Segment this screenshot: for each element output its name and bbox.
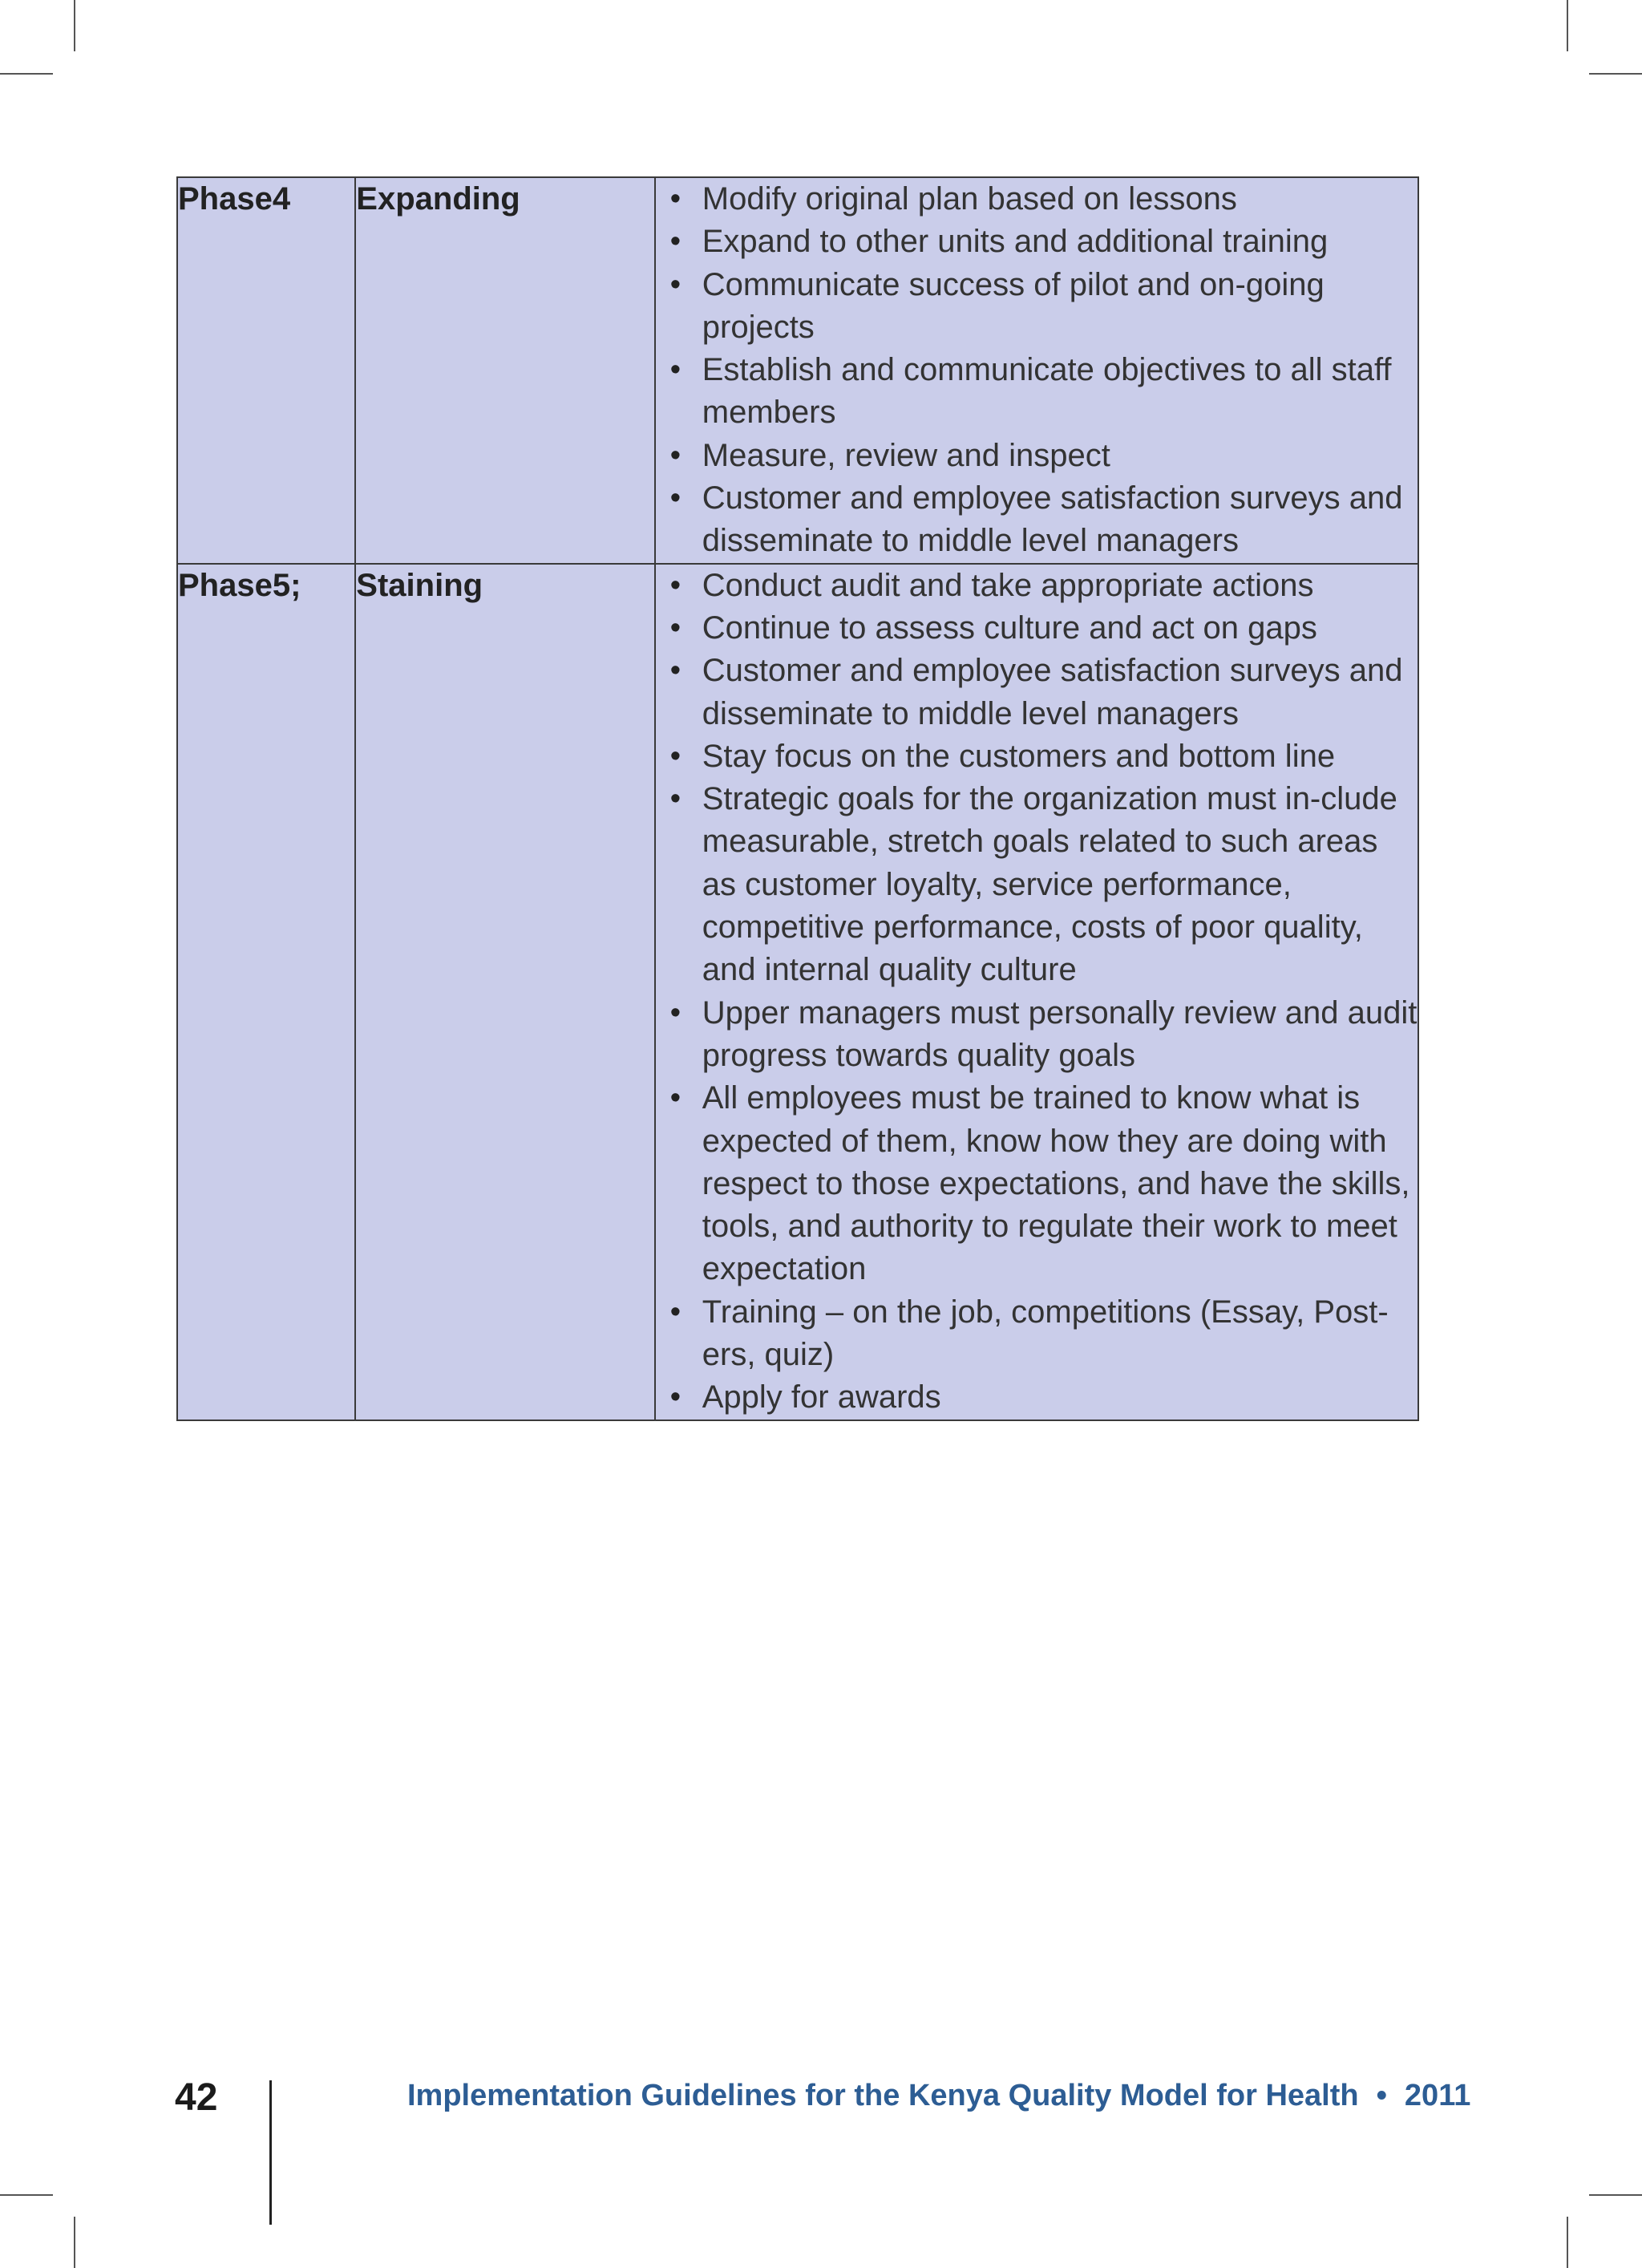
list-item: • Strategic goals for the organization must in-clude measurable, stretch goals related to such areas as customer loyalty, service performance, competitive performance, costs of poor quality, and internal quality culture bbox=[656, 778, 1418, 991]
crop-mark bbox=[1567, 0, 1568, 51]
list-item: • Upper managers must personally review and audit progress towards quality goals bbox=[656, 992, 1418, 1078]
list-item: • Customer and employee satisfaction surveys and disseminate to middle level managers bbox=[656, 650, 1418, 735]
actions-list bbox=[656, 565, 1418, 1420]
table-row bbox=[177, 177, 1418, 564]
table-row bbox=[177, 564, 1418, 1420]
crop-mark bbox=[74, 0, 75, 51]
list-item: • Expand to other units and additional training bbox=[656, 221, 1418, 263]
list-item: • Stay focus on the customers and bottom line bbox=[656, 735, 1418, 778]
list-item: • Apply for awards bbox=[656, 1376, 1418, 1419]
phase-cell: Phase5; bbox=[177, 564, 355, 1420]
footer-divider bbox=[269, 2080, 272, 2225]
list-item: • Conduct audit and take appropriate actions bbox=[656, 565, 1418, 607]
crop-mark bbox=[0, 2194, 53, 2196]
crop-mark bbox=[1589, 73, 1642, 75]
list-item: • Training – on the job, competitions (Essay, Post-ers, quiz) bbox=[656, 1291, 1418, 1377]
actions-list bbox=[656, 178, 1418, 563]
phase-cell: Phase4 bbox=[177, 177, 355, 564]
crop-mark bbox=[1589, 2194, 1642, 2196]
list-item: • Continue to assess culture and act on gaps bbox=[656, 607, 1418, 650]
actions-cell bbox=[655, 177, 1418, 564]
list-item: • Measure, review and inspect bbox=[656, 435, 1418, 477]
list-item: • Communicate success of pilot and on-going projects bbox=[656, 264, 1418, 350]
crop-mark bbox=[1567, 2217, 1568, 2268]
page-number: 42 bbox=[175, 2076, 218, 2119]
footer-year: 2011 bbox=[1404, 2079, 1471, 2112]
phase-table bbox=[176, 176, 1419, 1421]
list-item: • Customer and employee satisfaction surveys and disseminate to middle level managers bbox=[656, 477, 1418, 563]
crop-mark bbox=[0, 73, 53, 75]
crop-mark bbox=[74, 2217, 75, 2268]
phase-table-body bbox=[177, 177, 1418, 1420]
list-item: • Establish and communicate objectives to all staff members bbox=[656, 349, 1418, 435]
list-item: • Modify original plan based on lessons bbox=[656, 178, 1418, 221]
footer-title: Implementation Guidelines for the Kenya Quality Model for Health bbox=[407, 2079, 1359, 2112]
footer-title-line bbox=[407, 2079, 1471, 2113]
footer-separator: • bbox=[1376, 2079, 1387, 2112]
list-item: • All employees must be trained to know what is expected of them, know how they are doing with respect to those expectations, and have the skills, tools, and authority to regulate their work to meet expectation bbox=[656, 1077, 1418, 1290]
stage-cell: Staining bbox=[355, 564, 654, 1420]
stage-cell: Expanding bbox=[355, 177, 654, 564]
actions-cell bbox=[655, 564, 1418, 1420]
